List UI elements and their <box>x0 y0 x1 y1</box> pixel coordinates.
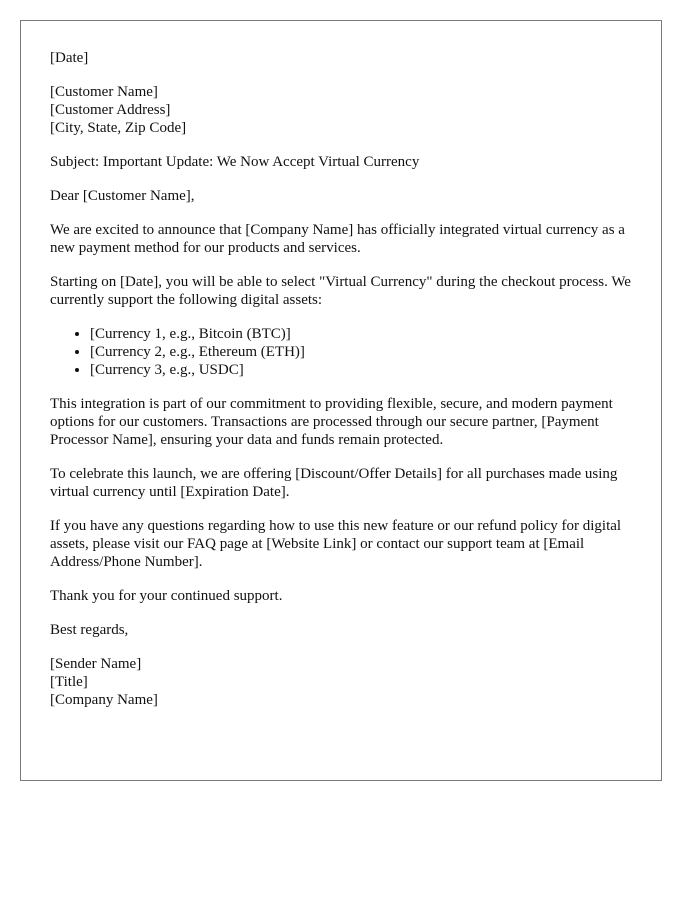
paragraph-integration: This integration is part of our commitment to providing flexible, secure, and modern payment options for our customers. Transactions are processed through our secure partner, [Payment Processor Name], ensuring your data and funds remain protected. <box>50 396 613 448</box>
paragraph-celebrate: To celebrate this launch, we are offering [Discount/Offer Details] for all purchases made using virtual currency until [Expiration Date]. <box>50 466 618 500</box>
recipient-block <box>50 83 633 137</box>
letter-date: [Date] <box>50 50 89 66</box>
paragraph-starting: Starting on [Date], you will be able to select "Virtual Currency" during the checkout process. We currently support the following digital assets: <box>50 274 631 308</box>
list-item: • [Currency 2, e.g., Ethereum (ETH)] <box>90 343 633 361</box>
paragraph-questions: If you have any questions regarding how to use this new feature or our refund policy for digital assets, please visit our FAQ page at [Website Link] or contact our support team at [Email Address/Phone Number]. <box>50 518 622 570</box>
letter-page <box>20 20 662 781</box>
list-item: • [Currency 1, e.g., Bitcoin (BTC)] <box>90 325 633 343</box>
letter-closing: Best regards, <box>50 622 129 638</box>
recipient-name: [Customer Name] <box>50 84 158 100</box>
letter-salutation: Dear [Customer Name], <box>50 188 195 204</box>
letter-subject: Subject: Important Update: We Now Accept Virtual Currency <box>50 154 420 170</box>
sender-title: [Title] <box>50 674 88 690</box>
signature-block <box>50 655 633 709</box>
list-item: • [Currency 3, e.g., USDC] <box>90 361 633 379</box>
sender-company: [Company Name] <box>50 692 158 708</box>
recipient-city-state-zip: [City, State, Zip Code] <box>50 120 187 136</box>
paragraph-thanks: Thank you for your continued support. <box>50 588 283 604</box>
recipient-address: [Customer Address] <box>50 102 171 118</box>
paragraph-intro: We are excited to announce that [Company Name] has officially integrated virtual currency as a new payment method for our products and services. <box>50 222 625 256</box>
currency-list <box>50 325 633 379</box>
sender-name: [Sender Name] <box>50 656 142 672</box>
